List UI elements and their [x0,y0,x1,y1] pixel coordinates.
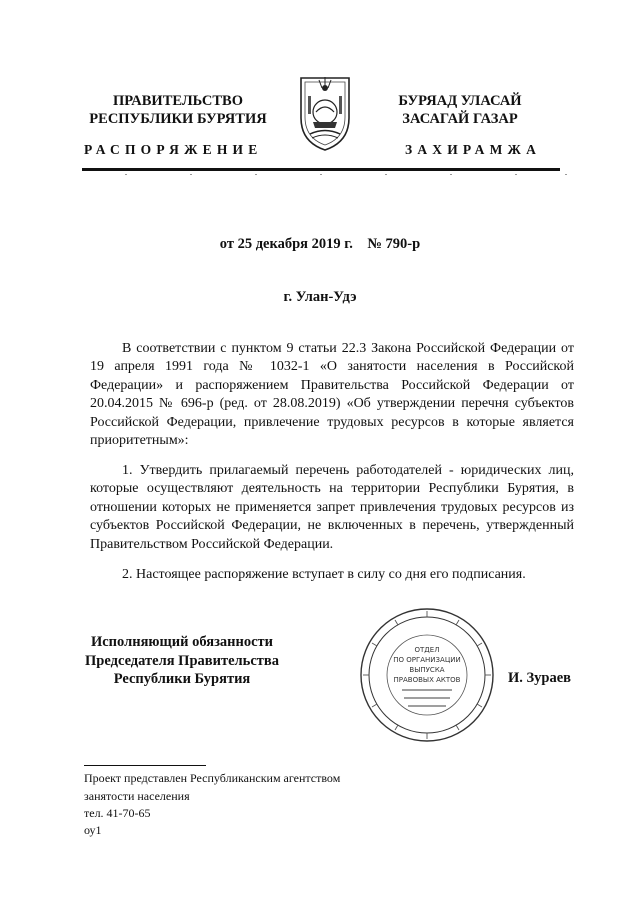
city: г. Улан-Удэ [283,289,357,305]
header-right-org [375,92,545,128]
header-right-line-1: БУРЯАД УЛАСАЙ [398,93,522,109]
footer-rule [84,765,206,766]
document-code: оу1 [84,823,102,837]
signatory-title [82,633,282,689]
header-left-line-1: ПРАВИТЕЛЬСТВО [113,93,243,109]
seal-text-line-3: ВЫПУСКА [409,666,445,674]
signatory-title-line-1: Исполняющий обязанности [90,634,274,650]
paragraph-preamble: В соответствии с пунктом 9 статьи 22.3 Закона Российской Федерации от 19 апреля 1991 года № 1032-1 «О занятости населения в Российской Федерации» и распоряжением Правительства Российской Федерации от 20.04.2015 № 696-р (ред. от 28.08.2019) «Об утверждении перечня субъектов Российской Федерации, привлечение трудовых ресурсов в которые является приоритетным»: [90,341,574,449]
seal-text-line-4: ПРАВОВЫХ АКТОВ [393,676,461,684]
seal-text-line-1: ОТДЕЛ [414,646,440,654]
header-dotted-marks [120,172,570,178]
footer-note [84,770,340,823]
doc-type-right: ЗАХИРАМЖА [405,142,542,157]
signatory-title-line-3: Республики Бурятия [113,671,251,688]
header-rule [82,168,560,171]
header-right-line-2: ЗАСАГАЙ ГАЗАР [402,111,518,127]
date-and-number: от 25 декабря 2019 г. № 790-р [219,236,421,252]
signatory-name: И. Зураев [508,670,572,686]
coat-of-arms-icon [298,72,352,152]
signatory-title-line-2: Председателя Правительства [85,652,279,669]
doc-type-left: РАСПОРЯЖЕНИЕ [84,142,263,157]
paragraph-item-2: 2. Настоящее распоряжение вступает в силу со дня его подписания. [122,567,526,582]
seal-text-line-2: ПО ОРГАНИЗАЦИИ [393,656,461,664]
header-left-line-2: РЕСПУБЛИКИ БУРЯТИЯ [89,111,267,127]
official-seal [358,606,496,744]
header-left-org [78,92,278,128]
footer-note-line-2: занятости населения [84,788,190,803]
footer-note-line-1: Проект представлен Республиканским агентством [84,771,341,785]
paragraph-item-1: 1. Утвердить прилагаемый перечень работодателей - юридических лиц, которые осуществляют деятельность на территории Республики Бурятия, в отношении которых не применяется запрет привлечения трудовых ресурсов из субъектов Российской Федерации, не включенных в перечень, утвержденный Правительством Российской Федерации. [90,463,574,552]
footer-note-line-3: тел. 41-70-65 [84,806,151,820]
